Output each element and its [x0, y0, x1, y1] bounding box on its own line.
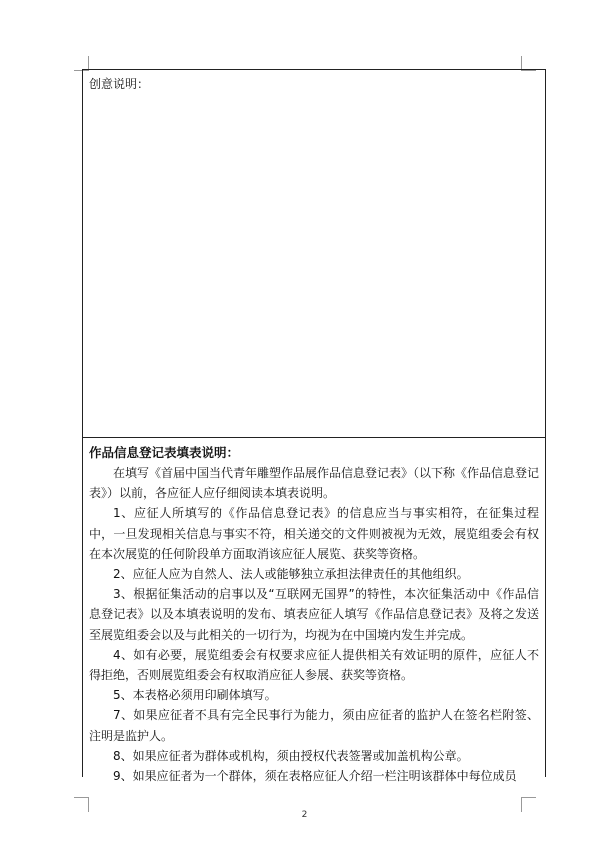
registration-form-table: [82, 69, 546, 784]
instruction-paragraph: 7、如果应征者不具有完全民事行为能力，须由应征者的监护人在签名栏附签、注明是监护人。: [89, 708, 539, 743]
creative-note-label: 创意说明：: [89, 77, 150, 91]
instruction-paragraph: 5、本表格必须用印刷体填写。: [113, 688, 277, 703]
instruction-paragraph: 在填写《首届中国当代青年雕塑作品展作品信息登记表》（以下称《作品信息登记表》）以前，各应征人应仔细阅读本填表说明。: [89, 466, 540, 501]
instruction-paragraph: 9、如果应征者为一个群体，须在表格应征人介绍一栏注明该群体中每位成员: [113, 769, 517, 784]
page-number: 2: [301, 810, 308, 820]
instruction-paragraph: 3、根据征集活动的启事以及“互联网无国界”的特性，本次征集活动中《作品信息登记表》以及本填表说明的发布、填表应征人填写《作品信息登记表》及将之发送至展览组委会以及与此相关的一切行为，均视为在中国境内发生并完成。: [89, 587, 539, 642]
instruction-paragraph: 1、应征人所填写的《作品信息登记表》的信息应当与事实相符，在征集过程中，一旦发现相关信息与事实不符，相关递交的文件则被视为无效，展览组委会有权在本次展览的任何阶段单方面取消该应征人展览、获奖等资格。: [89, 506, 539, 561]
instruction-paragraph: 2、应征人应为自然人、法人或能够独立承担法律责任的其他组织。: [113, 567, 469, 582]
creative-note-cell[interactable]: [83, 70, 545, 438]
instructions-cell: [83, 438, 545, 784]
instructions-title: 作品信息登记表填表说明：: [89, 445, 240, 460]
instruction-paragraph: 4、如有必要，展览组委会有权要求应征人提供相关有效证明的原件，应征人不得拒绝，否则展览组委会有权取消应征人参展、获奖等资格。: [89, 647, 539, 683]
instruction-paragraph: 8、如果应征者为群体或机构，须由授权代表签署或加盖机构公章。: [113, 748, 469, 763]
